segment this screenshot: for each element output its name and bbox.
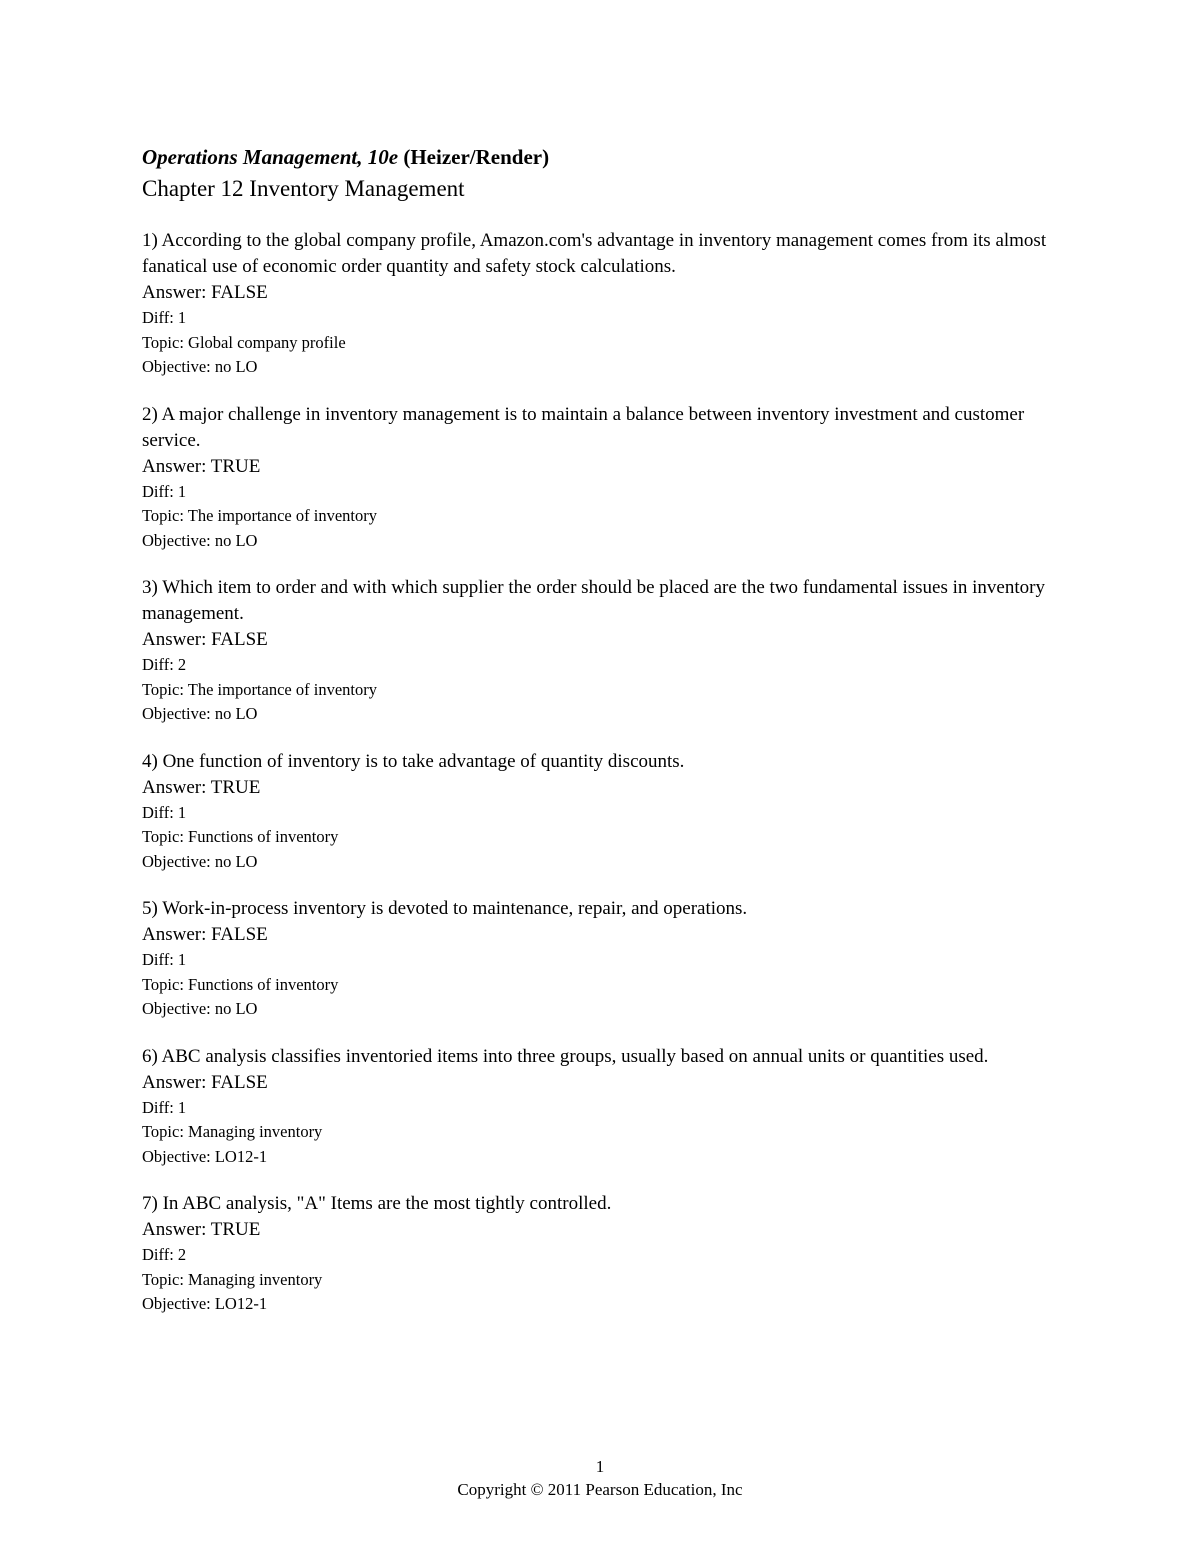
question-difficulty: Diff: 1 — [142, 481, 187, 501]
book-title — [142, 142, 1082, 172]
chapter-title: Chapter 12 Inventory Management — [142, 176, 465, 201]
question-difficulty: Diff: 1 — [142, 802, 187, 822]
question-text: 2) A major challenge in inventory management is to maintain a balance between inventory investment and customer service. — [142, 403, 1025, 451]
question-objective: Objective: no LO — [142, 530, 258, 550]
question-topic: Topic: Functions of inventory — [142, 827, 339, 846]
question-answer: Answer: TRUE — [142, 455, 261, 477]
question-item — [142, 1044, 1082, 1170]
question-item — [142, 1191, 1082, 1317]
page-number: 1 — [595, 1457, 605, 1476]
question-text: 6) ABC analysis classifies inventoried items into three groups, usually based on annual units or quantities used. — [142, 1045, 989, 1067]
copyright-notice: Copyright © 2011 Pearson Education, Inc — [457, 1480, 743, 1499]
question-objective: Objective: no LO — [142, 357, 258, 376]
book-title-authors: (Heizer/Render) — [398, 145, 550, 169]
question-topic: Topic: The importance of inventory — [142, 506, 377, 525]
question-objective: Objective: no LO — [142, 851, 258, 871]
question-answer: Answer: FALSE — [142, 282, 268, 303]
question-difficulty: Diff: 1 — [142, 950, 187, 969]
question-item — [142, 228, 1082, 380]
question-answer: Answer: TRUE — [142, 776, 261, 798]
question-topic: Topic: Managing inventory — [142, 1122, 323, 1141]
question-answer: Answer: FALSE — [142, 629, 268, 650]
question-objective: Objective: LO12-1 — [142, 1146, 268, 1166]
question-text: 1) According to the global company profile, Amazon.com's advantage in inventory management comes from its almost fanatical use of economic order quantity and safety stock calculations. — [142, 230, 1047, 277]
question-text: 4) One function of inventory is to take advantage of quantity discounts. — [142, 750, 685, 772]
question-answer: Answer: FALSE — [142, 924, 268, 945]
question-topic: Topic: Functions of inventory — [142, 974, 339, 994]
question-text: 3) Which item to order and with which supplier the order should be placed are the two fundamental issues in inventory management. — [142, 577, 1045, 624]
question-item — [142, 896, 1082, 1022]
question-item — [142, 575, 1082, 727]
question-objective: Objective: no LO — [142, 704, 258, 723]
question-difficulty: Diff: 1 — [142, 1097, 187, 1117]
book-title-name: Operations Management, 10e — [142, 145, 399, 169]
question-text: 7) In ABC analysis, "A" Items are the most tightly controlled. — [142, 1193, 612, 1214]
question-item — [142, 402, 1082, 554]
question-objective: Objective: no LO — [142, 999, 258, 1018]
question-topic: Topic: The importance of inventory — [142, 679, 377, 699]
question-difficulty: Diff: 2 — [142, 655, 187, 674]
question-text: 5) Work-in-process inventory is devoted to maintenance, repair, and operations. — [142, 898, 748, 919]
question-topic: Topic: Managing inventory — [142, 1269, 323, 1289]
question-answer: Answer: FALSE — [142, 1071, 268, 1093]
question-item — [142, 749, 1082, 875]
question-topic: Topic: Global company profile — [142, 332, 346, 352]
question-answer: Answer: TRUE — [142, 1219, 261, 1240]
question-objective: Objective: LO12-1 — [142, 1294, 268, 1313]
question-difficulty: Diff: 2 — [142, 1245, 187, 1264]
page-content — [142, 142, 1082, 1339]
question-difficulty: Diff: 1 — [142, 308, 187, 327]
